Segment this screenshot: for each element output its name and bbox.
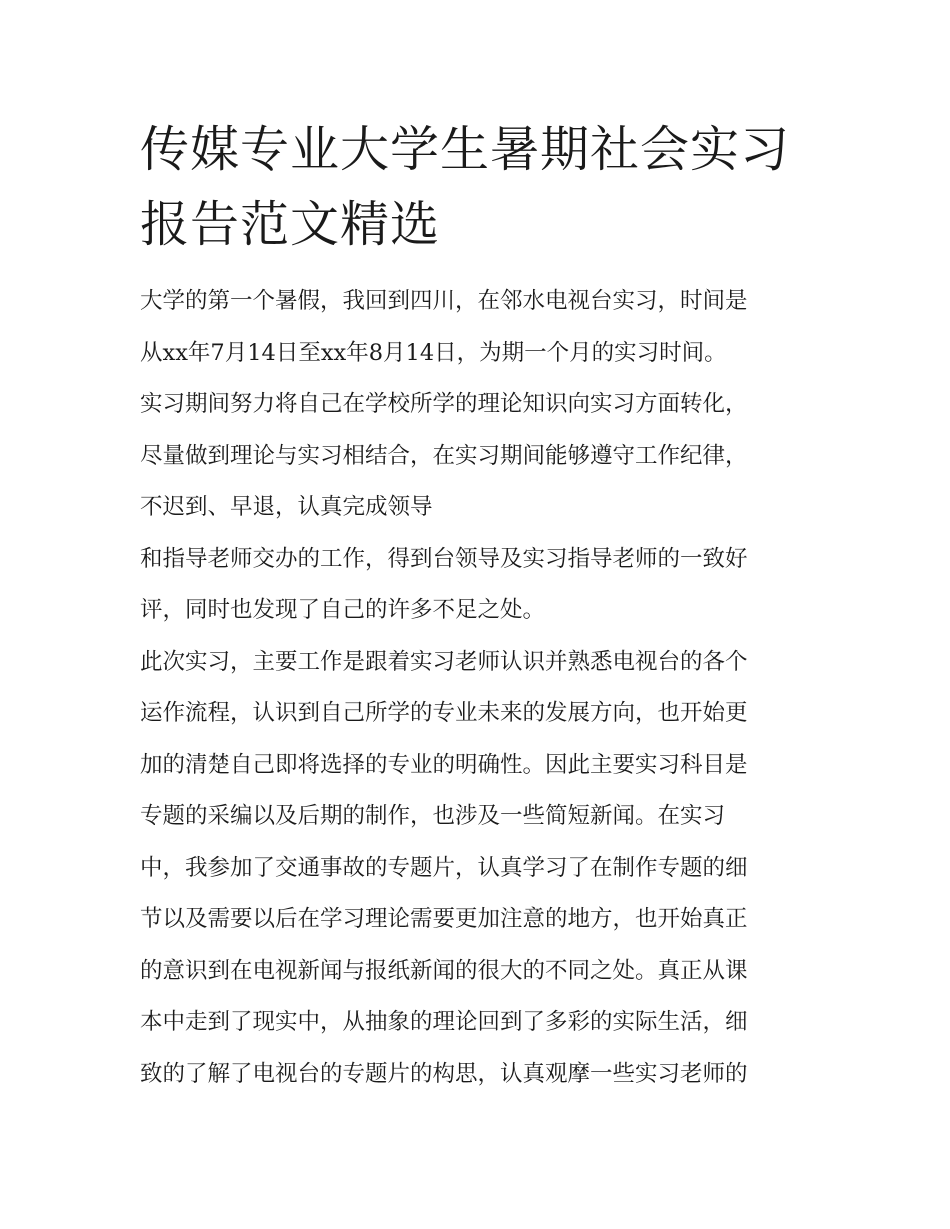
body-line: 专题的采编以及后期的制作，也涉及一些简短新闻。在实习 <box>140 803 726 829</box>
body-line: 加的清楚自己即将选择的专业的明确性。因此主要实习科目是 <box>140 751 748 778</box>
title-line: 传媒专业大学生暑期社会实习 <box>140 121 791 178</box>
body-line: 运作流程，认识到自己所学的专业未来的发展方向，也开始更 <box>140 700 748 726</box>
document-title <box>140 112 840 262</box>
body-line: 尽量做到理论与实习相结合，在实习期间能够遵守工作纪律， <box>140 442 748 469</box>
title-line: 报告范文精选 <box>140 196 441 253</box>
body-line: 实习期间努力将自己在学校所学的理论知识向实习方面转化， <box>140 391 748 417</box>
body-line: 评，同时也发现了自己的许多不足之处。 <box>140 597 546 623</box>
body-line: 致的了解了电视台的专题片的构思，认真观摩一些实习老师的 <box>140 1060 748 1087</box>
document-body <box>140 280 830 1104</box>
body-line: 大学的第一个暑假，我回到四川，在邻水电视台实习，时间是 <box>140 288 748 314</box>
body-line: 从xx年7月14日至xx年8月14日，为期一个月的实习时间。 <box>140 339 727 366</box>
body-line: 的意识到在电视新闻与报纸新闻的很大的不同之处。真正从课 <box>140 957 748 984</box>
body-line: 本中走到了现实中，从抽象的理论回到了多彩的实际生活，细 <box>140 1009 748 1035</box>
body-line: 节以及需要以后在学习理论需要更加注意的地方，也开始真正 <box>140 906 748 932</box>
body-line: 此次实习，主要工作是跟着实习老师认识并熟悉电视台的各个 <box>140 648 748 675</box>
body-line: 中，我参加了交通事故的专题片，认真学习了在制作专题的细 <box>140 854 748 881</box>
body-line: 和指导老师交办的工作，得到台领导及实习指导老师的一致好 <box>140 545 748 572</box>
body-line: 不迟到、早退，认真完成领导 <box>140 494 433 520</box>
